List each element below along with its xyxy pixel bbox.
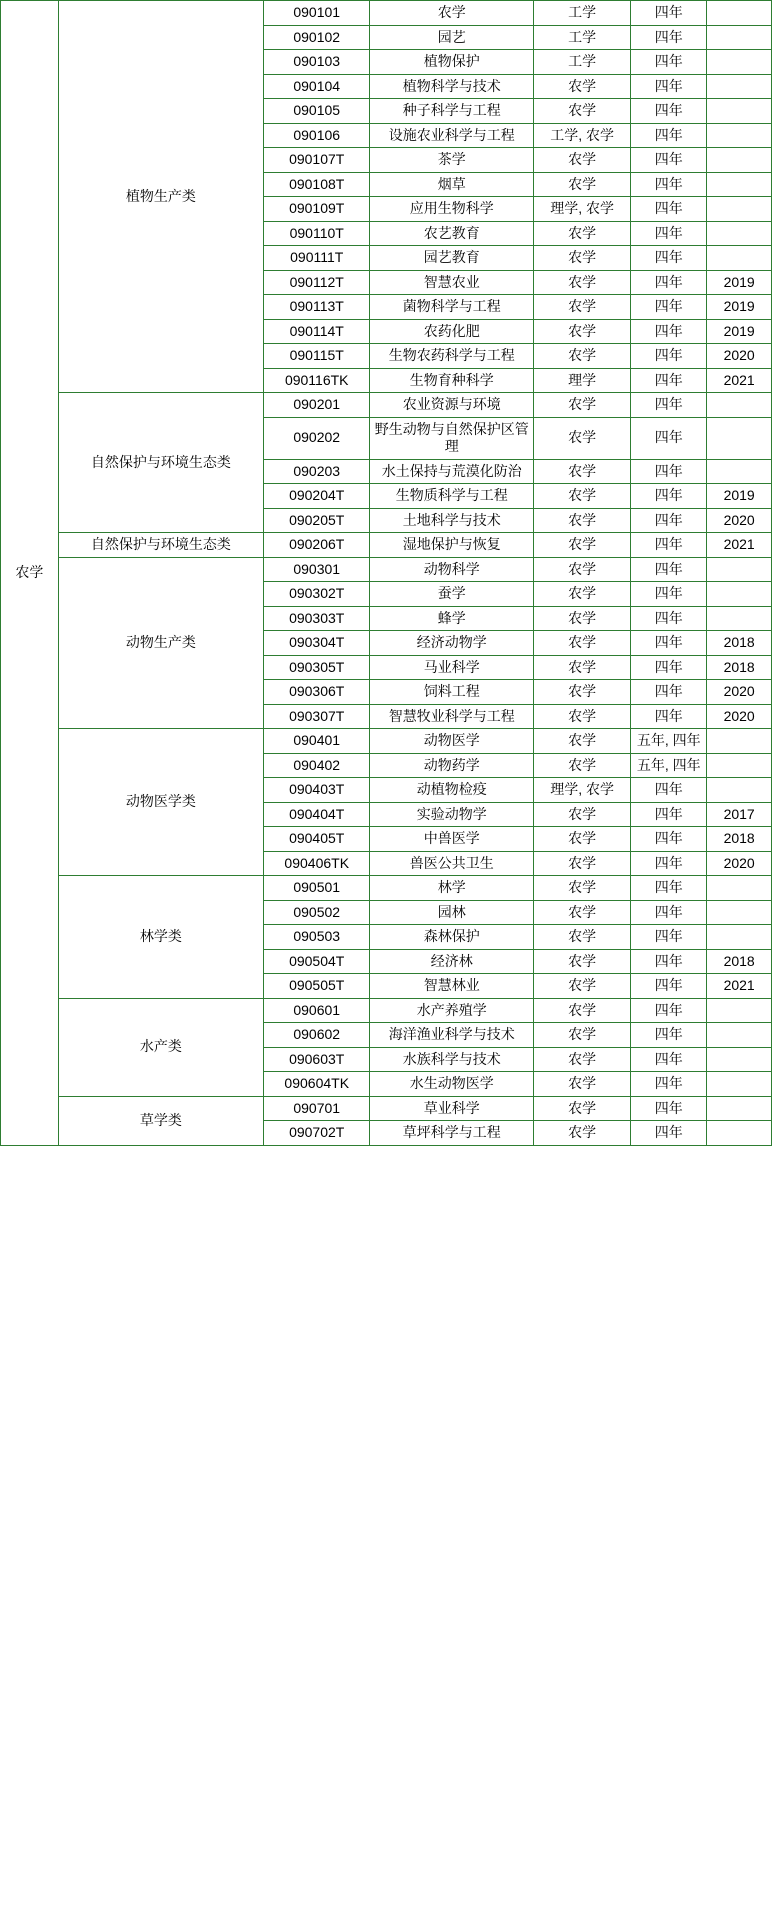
degree-type-cell: 工学, 农学 (534, 123, 631, 148)
year-added-cell (707, 1023, 772, 1048)
degree-type-cell: 农学 (534, 925, 631, 950)
major-name-cell: 海洋渔业科学与技术 (370, 1023, 534, 1048)
year-added-cell (707, 606, 772, 631)
year-added-cell (707, 99, 772, 124)
study-years-cell: 四年 (631, 368, 707, 393)
major-code-cell: 090504T (264, 949, 370, 974)
year-added-cell (707, 753, 772, 778)
year-added-cell (707, 998, 772, 1023)
major-name-cell: 应用生物科学 (370, 197, 534, 222)
major-name-cell: 茶学 (370, 148, 534, 173)
table-body (1, 1, 772, 1146)
study-years-cell: 四年 (631, 417, 707, 459)
degree-type-cell: 农学 (534, 949, 631, 974)
year-added-cell (707, 50, 772, 75)
table-row (1, 998, 772, 1023)
study-years-cell: 四年 (631, 459, 707, 484)
degree-type-cell: 理学, 农学 (534, 197, 631, 222)
study-years-cell: 四年 (631, 319, 707, 344)
major-group-cell: 自然保护与环境生态类 (58, 533, 263, 558)
major-code-cell: 090401 (264, 729, 370, 754)
study-years-cell: 四年 (631, 1121, 707, 1146)
year-added-cell: 2021 (707, 974, 772, 999)
major-name-cell: 实验动物学 (370, 802, 534, 827)
major-code-cell: 090204T (264, 484, 370, 509)
year-added-cell: 2021 (707, 533, 772, 558)
major-code-cell: 090702T (264, 1121, 370, 1146)
study-years-cell: 四年 (631, 344, 707, 369)
year-added-cell: 2018 (707, 655, 772, 680)
study-years-cell: 四年 (631, 655, 707, 680)
year-added-cell: 2019 (707, 295, 772, 320)
degree-type-cell: 农学 (534, 729, 631, 754)
major-code-cell: 090202 (264, 417, 370, 459)
major-code-cell: 090404T (264, 802, 370, 827)
table-row (1, 533, 772, 558)
year-added-cell: 2019 (707, 484, 772, 509)
major-name-cell: 生物育种科学 (370, 368, 534, 393)
year-added-cell (707, 393, 772, 418)
study-years-cell: 四年 (631, 246, 707, 271)
major-code-cell: 090304T (264, 631, 370, 656)
major-group-cell: 水产类 (58, 998, 263, 1096)
degree-type-cell: 农学 (534, 1023, 631, 1048)
major-name-cell: 森林保护 (370, 925, 534, 950)
study-years-cell: 四年 (631, 606, 707, 631)
study-years-cell: 四年 (631, 533, 707, 558)
study-years-cell: 四年 (631, 1023, 707, 1048)
study-years-cell: 四年 (631, 393, 707, 418)
major-group-cell: 草学类 (58, 1096, 263, 1145)
degree-type-cell: 理学 (534, 368, 631, 393)
year-added-cell: 2020 (707, 508, 772, 533)
major-code-cell: 090301 (264, 557, 370, 582)
major-name-cell: 农药化肥 (370, 319, 534, 344)
major-name-cell: 草业科学 (370, 1096, 534, 1121)
major-code-cell: 090102 (264, 25, 370, 50)
major-group-cell: 植物生产类 (58, 1, 263, 393)
year-added-cell (707, 557, 772, 582)
degree-type-cell: 农学 (534, 974, 631, 999)
study-years-cell: 四年 (631, 1096, 707, 1121)
major-code-cell: 090406TK (264, 851, 370, 876)
major-name-cell: 设施农业科学与工程 (370, 123, 534, 148)
study-years-cell: 四年 (631, 172, 707, 197)
study-years-cell: 四年 (631, 802, 707, 827)
degree-type-cell: 农学 (534, 1047, 631, 1072)
year-added-cell (707, 1, 772, 26)
major-name-cell: 蜂学 (370, 606, 534, 631)
degree-type-cell: 农学 (534, 484, 631, 509)
study-years-cell: 四年 (631, 123, 707, 148)
major-code-cell: 090201 (264, 393, 370, 418)
study-years-cell: 四年 (631, 1072, 707, 1097)
year-added-cell: 2020 (707, 704, 772, 729)
degree-type-cell: 农学 (534, 319, 631, 344)
year-added-cell (707, 417, 772, 459)
degree-type-cell: 工学 (534, 50, 631, 75)
degree-type-cell: 农学 (534, 508, 631, 533)
major-code-cell: 090103 (264, 50, 370, 75)
major-name-cell: 林学 (370, 876, 534, 901)
study-years-cell: 四年 (631, 1047, 707, 1072)
degree-type-cell: 农学 (534, 631, 631, 656)
major-name-cell: 野生动物与自然保护区管理 (370, 417, 534, 459)
major-name-cell: 动物科学 (370, 557, 534, 582)
study-years-cell: 四年 (631, 557, 707, 582)
major-group-cell: 林学类 (58, 876, 263, 999)
study-years-cell: 四年 (631, 949, 707, 974)
study-years-cell: 四年 (631, 1, 707, 26)
year-added-cell (707, 876, 772, 901)
degree-type-cell: 农学 (534, 851, 631, 876)
major-code-cell: 090501 (264, 876, 370, 901)
major-code-cell: 090104 (264, 74, 370, 99)
major-code-cell: 090116TK (264, 368, 370, 393)
table-row (1, 1, 772, 26)
table-row (1, 876, 772, 901)
major-code-cell: 090303T (264, 606, 370, 631)
major-name-cell: 经济林 (370, 949, 534, 974)
study-years-cell: 四年 (631, 74, 707, 99)
major-code-cell: 090402 (264, 753, 370, 778)
major-code-cell: 090602 (264, 1023, 370, 1048)
year-added-cell: 2018 (707, 827, 772, 852)
major-code-cell: 090105 (264, 99, 370, 124)
major-code-cell: 090305T (264, 655, 370, 680)
year-added-cell (707, 582, 772, 607)
year-added-cell (707, 778, 772, 803)
degree-type-cell: 农学 (534, 221, 631, 246)
major-name-cell: 蚕学 (370, 582, 534, 607)
degree-type-cell: 农学 (534, 344, 631, 369)
major-code-cell: 090112T (264, 270, 370, 295)
major-code-cell: 090111T (264, 246, 370, 271)
major-group-cell: 自然保护与环境生态类 (58, 393, 263, 533)
year-added-cell (707, 25, 772, 50)
study-years-cell: 四年 (631, 50, 707, 75)
study-years-cell: 四年 (631, 631, 707, 656)
degree-type-cell: 农学 (534, 459, 631, 484)
degree-type-cell: 工学 (534, 25, 631, 50)
major-name-cell: 水生动物医学 (370, 1072, 534, 1097)
year-added-cell: 2019 (707, 270, 772, 295)
major-code-cell: 090108T (264, 172, 370, 197)
year-added-cell: 2019 (707, 319, 772, 344)
study-years-cell: 四年 (631, 270, 707, 295)
major-name-cell: 动物药学 (370, 753, 534, 778)
study-years-cell: 四年 (631, 99, 707, 124)
degree-type-cell: 农学 (534, 998, 631, 1023)
major-code-cell: 090701 (264, 1096, 370, 1121)
degree-type-cell: 农学 (534, 172, 631, 197)
study-years-cell: 四年 (631, 148, 707, 173)
year-added-cell (707, 74, 772, 99)
major-code-cell: 090206T (264, 533, 370, 558)
major-name-cell: 水土保持与荒漠化防治 (370, 459, 534, 484)
degree-type-cell: 农学 (534, 704, 631, 729)
year-added-cell (707, 246, 772, 271)
major-code-cell: 090106 (264, 123, 370, 148)
major-code-cell: 090505T (264, 974, 370, 999)
year-added-cell (707, 925, 772, 950)
year-added-cell: 2017 (707, 802, 772, 827)
degree-type-cell: 农学 (534, 753, 631, 778)
year-added-cell (707, 172, 772, 197)
year-added-cell (707, 900, 772, 925)
major-code-cell: 090603T (264, 1047, 370, 1072)
study-years-cell: 四年 (631, 484, 707, 509)
degree-type-cell: 农学 (534, 802, 631, 827)
major-code-cell: 090601 (264, 998, 370, 1023)
table-row (1, 1096, 772, 1121)
study-years-cell: 四年 (631, 778, 707, 803)
degree-type-cell: 农学 (534, 680, 631, 705)
major-code-cell: 090502 (264, 900, 370, 925)
major-name-cell: 中兽医学 (370, 827, 534, 852)
major-name-cell: 植物科学与技术 (370, 74, 534, 99)
study-years-cell: 四年 (631, 704, 707, 729)
year-added-cell (707, 1047, 772, 1072)
degree-type-cell: 农学 (534, 606, 631, 631)
major-code-cell: 090302T (264, 582, 370, 607)
study-years-cell: 四年 (631, 508, 707, 533)
year-added-cell: 2020 (707, 344, 772, 369)
major-code-cell: 090503 (264, 925, 370, 950)
major-name-cell: 农学 (370, 1, 534, 26)
major-name-cell: 兽医公共卫生 (370, 851, 534, 876)
degree-type-cell: 农学 (534, 148, 631, 173)
study-years-cell: 四年 (631, 851, 707, 876)
major-name-cell: 经济动物学 (370, 631, 534, 656)
major-group-cell: 动物生产类 (58, 557, 263, 729)
major-code-cell: 090205T (264, 508, 370, 533)
major-name-cell: 生物质科学与工程 (370, 484, 534, 509)
major-code-cell: 090306T (264, 680, 370, 705)
major-name-cell: 水族科学与技术 (370, 1047, 534, 1072)
study-years-cell: 四年 (631, 25, 707, 50)
degree-type-cell: 农学 (534, 270, 631, 295)
major-name-cell: 园艺教育 (370, 246, 534, 271)
major-code-cell: 090604TK (264, 1072, 370, 1097)
year-added-cell (707, 459, 772, 484)
degree-type-cell: 农学 (534, 1072, 631, 1097)
major-name-cell: 水产养殖学 (370, 998, 534, 1023)
major-name-cell: 农艺教育 (370, 221, 534, 246)
degree-type-cell: 农学 (534, 876, 631, 901)
major-name-cell: 动植物检疫 (370, 778, 534, 803)
degree-type-cell: 农学 (534, 393, 631, 418)
major-name-cell: 烟草 (370, 172, 534, 197)
year-added-cell (707, 197, 772, 222)
study-years-cell: 四年 (631, 974, 707, 999)
major-name-cell: 生物农药科学与工程 (370, 344, 534, 369)
study-years-cell: 四年 (631, 900, 707, 925)
year-added-cell (707, 221, 772, 246)
major-group-cell: 动物医学类 (58, 729, 263, 876)
year-added-cell: 2020 (707, 851, 772, 876)
study-years-cell: 四年 (631, 295, 707, 320)
year-added-cell (707, 148, 772, 173)
study-years-cell: 四年 (631, 925, 707, 950)
year-added-cell: 2020 (707, 680, 772, 705)
year-added-cell (707, 1121, 772, 1146)
major-code-cell: 090101 (264, 1, 370, 26)
degree-type-cell: 农学 (534, 533, 631, 558)
major-code-cell: 090114T (264, 319, 370, 344)
degree-type-cell: 农学 (534, 295, 631, 320)
study-years-cell: 五年, 四年 (631, 729, 707, 754)
major-name-cell: 智慧林业 (370, 974, 534, 999)
degree-type-cell: 理学, 农学 (534, 778, 631, 803)
major-name-cell: 动物医学 (370, 729, 534, 754)
degree-type-cell: 农学 (534, 246, 631, 271)
category-cell: 农学 (1, 1, 59, 1146)
major-name-cell: 饲料工程 (370, 680, 534, 705)
degree-type-cell: 农学 (534, 1121, 631, 1146)
degree-type-cell: 农学 (534, 900, 631, 925)
study-years-cell: 四年 (631, 827, 707, 852)
year-added-cell: 2018 (707, 949, 772, 974)
study-years-cell: 四年 (631, 221, 707, 246)
degree-type-cell: 农学 (534, 1096, 631, 1121)
major-code-cell: 090405T (264, 827, 370, 852)
major-name-cell: 园林 (370, 900, 534, 925)
degree-type-cell: 农学 (534, 417, 631, 459)
major-name-cell: 土地科学与技术 (370, 508, 534, 533)
table-row (1, 393, 772, 418)
study-years-cell: 四年 (631, 998, 707, 1023)
degree-type-cell: 农学 (534, 582, 631, 607)
major-name-cell: 种子科学与工程 (370, 99, 534, 124)
major-code-cell: 090307T (264, 704, 370, 729)
degree-type-cell: 农学 (534, 557, 631, 582)
year-added-cell (707, 729, 772, 754)
year-added-cell (707, 1096, 772, 1121)
major-code-cell: 090203 (264, 459, 370, 484)
major-code-cell: 090109T (264, 197, 370, 222)
major-name-cell: 植物保护 (370, 50, 534, 75)
major-name-cell: 马业科学 (370, 655, 534, 680)
year-added-cell (707, 1072, 772, 1097)
study-years-cell: 四年 (631, 876, 707, 901)
study-years-cell: 五年, 四年 (631, 753, 707, 778)
major-code-cell: 090403T (264, 778, 370, 803)
major-code-cell: 090115T (264, 344, 370, 369)
degree-type-cell: 农学 (534, 74, 631, 99)
major-name-cell: 草坪科学与工程 (370, 1121, 534, 1146)
degree-type-cell: 农学 (534, 655, 631, 680)
major-name-cell: 菌物科学与工程 (370, 295, 534, 320)
study-years-cell: 四年 (631, 582, 707, 607)
major-name-cell: 园艺 (370, 25, 534, 50)
study-years-cell: 四年 (631, 197, 707, 222)
study-years-cell: 四年 (631, 680, 707, 705)
major-code-cell: 090107T (264, 148, 370, 173)
degree-type-cell: 工学 (534, 1, 631, 26)
table-row (1, 557, 772, 582)
year-added-cell: 2018 (707, 631, 772, 656)
major-name-cell: 智慧牧业科学与工程 (370, 704, 534, 729)
table-row (1, 729, 772, 754)
year-added-cell (707, 123, 772, 148)
major-code-cell: 090110T (264, 221, 370, 246)
major-name-cell: 农业资源与环境 (370, 393, 534, 418)
degree-type-cell: 农学 (534, 99, 631, 124)
major-name-cell: 湿地保护与恢复 (370, 533, 534, 558)
degree-type-cell: 农学 (534, 827, 631, 852)
major-code-cell: 090113T (264, 295, 370, 320)
major-name-cell: 智慧农业 (370, 270, 534, 295)
year-added-cell: 2021 (707, 368, 772, 393)
